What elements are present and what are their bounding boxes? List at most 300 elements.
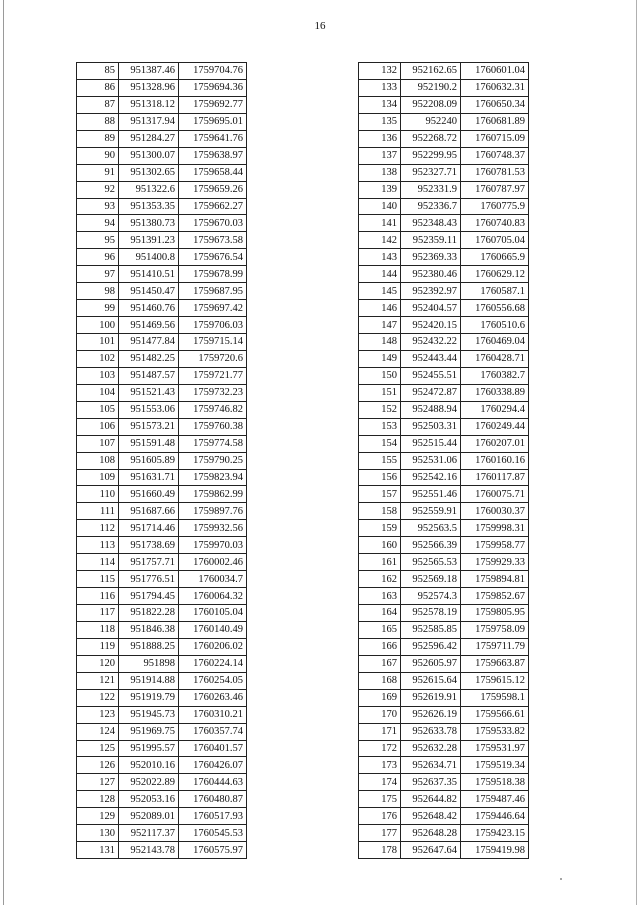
table-row (77, 181, 247, 198)
x-coordinate-cell: 952648.28 (401, 825, 461, 842)
point-number-cell: 131 (77, 842, 119, 859)
table-row (359, 435, 529, 452)
y-coordinate-cell: 1759715.14 (179, 334, 247, 351)
table-row (77, 774, 247, 791)
x-coordinate-cell: 951969.75 (119, 723, 179, 740)
y-coordinate-cell: 1760740.83 (461, 215, 529, 232)
x-coordinate-cell: 952010.16 (119, 757, 179, 774)
x-coordinate-cell: 952117.37 (119, 825, 179, 842)
point-number-cell: 165 (359, 621, 401, 638)
x-coordinate-cell: 951469.56 (119, 317, 179, 334)
table-row (77, 435, 247, 452)
y-coordinate-cell: 1759676.54 (179, 249, 247, 266)
point-number-cell: 177 (359, 825, 401, 842)
x-coordinate-cell: 951318.12 (119, 96, 179, 113)
y-coordinate-cell: 1759641.76 (179, 130, 247, 147)
point-number-cell: 105 (77, 401, 119, 418)
table-row (359, 503, 529, 520)
x-coordinate-cell: 952585.85 (401, 621, 461, 638)
x-coordinate-cell: 951573.21 (119, 418, 179, 435)
y-coordinate-cell: 1759519.34 (461, 757, 529, 774)
y-coordinate-cell: 1760629.12 (461, 266, 529, 283)
table-row (77, 130, 247, 147)
table-row (77, 486, 247, 503)
point-number-cell: 86 (77, 79, 119, 96)
table-row (77, 96, 247, 113)
point-number-cell: 160 (359, 537, 401, 554)
point-number-cell: 128 (77, 791, 119, 808)
y-coordinate-cell: 1760294.4 (461, 401, 529, 418)
point-number-cell: 148 (359, 334, 401, 351)
table-row (77, 317, 247, 334)
table-row (359, 554, 529, 571)
point-number-cell: 122 (77, 689, 119, 706)
x-coordinate-cell: 952208.09 (401, 96, 461, 113)
point-number-cell: 150 (359, 367, 401, 384)
table-row (359, 367, 529, 384)
point-number-cell: 102 (77, 350, 119, 367)
table-row (77, 808, 247, 825)
x-coordinate-cell: 951302.65 (119, 164, 179, 181)
table-row (77, 418, 247, 435)
y-coordinate-cell: 1760310.21 (179, 706, 247, 723)
table-row (77, 79, 247, 96)
point-number-cell: 158 (359, 503, 401, 520)
y-coordinate-cell: 1759932.56 (179, 520, 247, 537)
x-coordinate-cell: 952647.64 (401, 842, 461, 859)
point-number-cell: 140 (359, 198, 401, 215)
table-row (77, 571, 247, 588)
x-coordinate-cell: 951300.07 (119, 147, 179, 164)
x-coordinate-cell: 951898 (119, 655, 179, 672)
y-coordinate-cell: 1759518.38 (461, 774, 529, 791)
y-coordinate-cell: 1760357.74 (179, 723, 247, 740)
y-coordinate-cell: 1759823.94 (179, 469, 247, 486)
x-coordinate-cell: 952336.7 (401, 198, 461, 215)
point-number-cell: 156 (359, 469, 401, 486)
x-coordinate-cell: 951995.57 (119, 740, 179, 757)
point-number-cell: 164 (359, 605, 401, 622)
scan-edge-left (3, 0, 4, 905)
table-row (77, 723, 247, 740)
point-number-cell: 145 (359, 283, 401, 300)
point-number-cell: 136 (359, 130, 401, 147)
table-row (77, 740, 247, 757)
point-number-cell: 135 (359, 113, 401, 130)
table-row (359, 486, 529, 503)
table-row (359, 757, 529, 774)
table-row (359, 79, 529, 96)
point-number-cell: 147 (359, 317, 401, 334)
point-number-cell: 91 (77, 164, 119, 181)
point-number-cell: 154 (359, 435, 401, 452)
table-row (77, 266, 247, 283)
table-row (77, 452, 247, 469)
x-coordinate-cell: 952565.53 (401, 554, 461, 571)
x-coordinate-cell: 952559.91 (401, 503, 461, 520)
y-coordinate-cell: 1760207.01 (461, 435, 529, 452)
coordinates-table-left (76, 62, 247, 859)
point-number-cell: 109 (77, 469, 119, 486)
y-coordinate-cell: 1760681.89 (461, 113, 529, 130)
point-number-cell: 126 (77, 757, 119, 774)
x-coordinate-cell: 952503.31 (401, 418, 461, 435)
table-row (359, 537, 529, 554)
table-row (77, 638, 247, 655)
y-coordinate-cell: 1759670.03 (179, 215, 247, 232)
table-row (359, 266, 529, 283)
y-coordinate-cell: 1759746.82 (179, 401, 247, 418)
y-coordinate-cell: 1759894.81 (461, 571, 529, 588)
point-number-cell: 123 (77, 706, 119, 723)
table-row (359, 621, 529, 638)
table-row (77, 350, 247, 367)
point-number-cell: 114 (77, 554, 119, 571)
point-number-cell: 142 (359, 232, 401, 249)
point-number-cell: 87 (77, 96, 119, 113)
y-coordinate-cell: 1760510.6 (461, 317, 529, 334)
point-number-cell: 119 (77, 638, 119, 655)
point-number-cell: 118 (77, 621, 119, 638)
x-coordinate-cell: 952404.57 (401, 300, 461, 317)
point-number-cell: 173 (359, 757, 401, 774)
y-coordinate-cell: 1759615.12 (461, 672, 529, 689)
point-number-cell: 134 (359, 96, 401, 113)
y-coordinate-cell: 1759487.46 (461, 791, 529, 808)
x-coordinate-cell: 951317.94 (119, 113, 179, 130)
table-row (77, 113, 247, 130)
y-coordinate-cell: 1760665.9 (461, 249, 529, 266)
point-number-cell: 88 (77, 113, 119, 130)
x-coordinate-cell: 952359.11 (401, 232, 461, 249)
table-row (359, 249, 529, 266)
table-row (359, 842, 529, 859)
y-coordinate-cell: 1759692.77 (179, 96, 247, 113)
table-row (77, 249, 247, 266)
x-coordinate-cell: 952022.89 (119, 774, 179, 791)
x-coordinate-cell: 952569.18 (401, 571, 461, 588)
x-coordinate-cell: 951687.66 (119, 503, 179, 520)
x-coordinate-cell: 952619.91 (401, 689, 461, 706)
x-coordinate-cell: 951477.84 (119, 334, 179, 351)
x-coordinate-cell: 951757.71 (119, 554, 179, 571)
y-coordinate-cell: 1760575.97 (179, 842, 247, 859)
x-coordinate-cell: 952380.46 (401, 266, 461, 283)
point-number-cell: 139 (359, 181, 401, 198)
y-coordinate-cell: 1760034.7 (179, 571, 247, 588)
table-row (77, 554, 247, 571)
point-number-cell: 151 (359, 384, 401, 401)
point-number-cell: 167 (359, 655, 401, 672)
y-coordinate-cell: 1760249.44 (461, 418, 529, 435)
x-coordinate-cell: 951353.35 (119, 198, 179, 215)
x-coordinate-cell: 952615.64 (401, 672, 461, 689)
point-number-cell: 112 (77, 520, 119, 537)
point-number-cell: 106 (77, 418, 119, 435)
x-coordinate-cell: 951450.47 (119, 283, 179, 300)
x-coordinate-cell: 951776.51 (119, 571, 179, 588)
x-coordinate-cell: 952488.94 (401, 401, 461, 418)
point-number-cell: 99 (77, 300, 119, 317)
y-coordinate-cell: 1759687.95 (179, 283, 247, 300)
y-coordinate-cell: 1760206.02 (179, 638, 247, 655)
y-coordinate-cell: 1760105.04 (179, 605, 247, 622)
x-coordinate-cell: 951714.46 (119, 520, 179, 537)
table-row (77, 215, 247, 232)
table-row (77, 672, 247, 689)
y-coordinate-cell: 1759694.36 (179, 79, 247, 96)
table-row (359, 418, 529, 435)
y-coordinate-cell: 1760469.04 (461, 334, 529, 351)
point-number-cell: 170 (359, 706, 401, 723)
y-coordinate-cell: 1760030.37 (461, 503, 529, 520)
x-coordinate-cell: 952542.16 (401, 469, 461, 486)
table-row (359, 63, 529, 80)
table-row (359, 452, 529, 469)
table-row (77, 605, 247, 622)
point-number-cell: 141 (359, 215, 401, 232)
table-row (77, 367, 247, 384)
point-number-cell: 132 (359, 63, 401, 80)
table-row (77, 283, 247, 300)
y-coordinate-cell: 1760428.71 (461, 350, 529, 367)
y-coordinate-cell: 1760382.7 (461, 367, 529, 384)
x-coordinate-cell: 951380.73 (119, 215, 179, 232)
point-number-cell: 104 (77, 384, 119, 401)
x-coordinate-cell: 952143.78 (119, 842, 179, 859)
y-coordinate-cell: 1760517.93 (179, 808, 247, 825)
table-row (359, 706, 529, 723)
x-coordinate-cell: 952190.2 (401, 79, 461, 96)
table-row (77, 706, 247, 723)
y-coordinate-cell: 1759673.58 (179, 232, 247, 249)
x-coordinate-cell: 952240 (401, 113, 461, 130)
x-coordinate-cell: 951660.49 (119, 486, 179, 503)
x-coordinate-cell: 952420.15 (401, 317, 461, 334)
scan-speck (560, 878, 562, 880)
y-coordinate-cell: 1760781.53 (461, 164, 529, 181)
point-number-cell: 116 (77, 588, 119, 605)
x-coordinate-cell: 951631.71 (119, 469, 179, 486)
point-number-cell: 89 (77, 130, 119, 147)
y-coordinate-cell: 1760338.89 (461, 384, 529, 401)
point-number-cell: 137 (359, 147, 401, 164)
point-number-cell: 152 (359, 401, 401, 418)
point-number-cell: 162 (359, 571, 401, 588)
y-coordinate-cell: 1759566.61 (461, 706, 529, 723)
x-coordinate-cell: 952432.22 (401, 334, 461, 351)
point-number-cell: 178 (359, 842, 401, 859)
y-coordinate-cell: 1759662.27 (179, 198, 247, 215)
table-row (77, 300, 247, 317)
x-coordinate-cell: 951919.79 (119, 689, 179, 706)
x-coordinate-cell: 951605.89 (119, 452, 179, 469)
y-coordinate-cell: 1759720.6 (179, 350, 247, 367)
table-row (77, 164, 247, 181)
x-coordinate-cell: 952089.01 (119, 808, 179, 825)
point-number-cell: 157 (359, 486, 401, 503)
point-number-cell: 159 (359, 520, 401, 537)
x-coordinate-cell: 951284.27 (119, 130, 179, 147)
point-number-cell: 144 (359, 266, 401, 283)
x-coordinate-cell: 952515.44 (401, 435, 461, 452)
point-number-cell: 117 (77, 605, 119, 622)
point-number-cell: 98 (77, 283, 119, 300)
table-row (359, 605, 529, 622)
x-coordinate-cell: 952331.9 (401, 181, 461, 198)
x-coordinate-cell: 952634.71 (401, 757, 461, 774)
y-coordinate-cell: 1760254.05 (179, 672, 247, 689)
y-coordinate-cell: 1759862.99 (179, 486, 247, 503)
table-row (359, 283, 529, 300)
x-coordinate-cell: 951410.51 (119, 266, 179, 283)
table-row (77, 63, 247, 80)
y-coordinate-cell: 1759929.33 (461, 554, 529, 571)
y-coordinate-cell: 1760140.49 (179, 621, 247, 638)
x-coordinate-cell: 952162.65 (401, 63, 461, 80)
y-coordinate-cell: 1759419.98 (461, 842, 529, 859)
y-coordinate-cell: 1759998.31 (461, 520, 529, 537)
y-coordinate-cell: 1760480.87 (179, 791, 247, 808)
point-number-cell: 163 (359, 588, 401, 605)
point-number-cell: 120 (77, 655, 119, 672)
y-coordinate-cell: 1760556.68 (461, 300, 529, 317)
point-number-cell: 166 (359, 638, 401, 655)
y-coordinate-cell: 1760705.04 (461, 232, 529, 249)
table-row (77, 384, 247, 401)
x-coordinate-cell: 951328.96 (119, 79, 179, 96)
table-row (77, 232, 247, 249)
y-coordinate-cell: 1759638.97 (179, 147, 247, 164)
table-row (77, 520, 247, 537)
x-coordinate-cell: 952392.97 (401, 283, 461, 300)
y-coordinate-cell: 1759533.82 (461, 723, 529, 740)
y-coordinate-cell: 1759695.01 (179, 113, 247, 130)
table-row (359, 808, 529, 825)
x-coordinate-cell: 952299.95 (401, 147, 461, 164)
coordinates-table-right (358, 62, 529, 859)
table-row (359, 96, 529, 113)
point-number-cell: 143 (359, 249, 401, 266)
table-row (77, 401, 247, 418)
y-coordinate-cell: 1759423.15 (461, 825, 529, 842)
point-number-cell: 172 (359, 740, 401, 757)
table-row (359, 825, 529, 842)
table-row (359, 791, 529, 808)
y-coordinate-cell: 1759760.38 (179, 418, 247, 435)
y-coordinate-cell: 1760444.63 (179, 774, 247, 791)
x-coordinate-cell: 952053.16 (119, 791, 179, 808)
table-row (359, 740, 529, 757)
table-row (359, 232, 529, 249)
table-row (359, 588, 529, 605)
x-coordinate-cell: 952472.87 (401, 384, 461, 401)
point-number-cell: 161 (359, 554, 401, 571)
y-coordinate-cell: 1760117.87 (461, 469, 529, 486)
point-number-cell: 96 (77, 249, 119, 266)
point-number-cell: 129 (77, 808, 119, 825)
y-coordinate-cell: 1759658.44 (179, 164, 247, 181)
table-row (77, 655, 247, 672)
point-number-cell: 124 (77, 723, 119, 740)
y-coordinate-cell: 1759598.1 (461, 689, 529, 706)
y-coordinate-cell: 1759790.25 (179, 452, 247, 469)
x-coordinate-cell: 952566.39 (401, 537, 461, 554)
x-coordinate-cell: 952637.35 (401, 774, 461, 791)
table-row (359, 723, 529, 740)
y-coordinate-cell: 1760002.46 (179, 554, 247, 571)
y-coordinate-cell: 1760587.1 (461, 283, 529, 300)
table-row (77, 334, 247, 351)
table-row (77, 588, 247, 605)
x-coordinate-cell: 951487.57 (119, 367, 179, 384)
y-coordinate-cell: 1759663.87 (461, 655, 529, 672)
point-number-cell: 146 (359, 300, 401, 317)
y-coordinate-cell: 1760787.97 (461, 181, 529, 198)
point-number-cell: 95 (77, 232, 119, 249)
table-row (359, 317, 529, 334)
table-row (359, 774, 529, 791)
x-coordinate-cell: 951822.28 (119, 605, 179, 622)
point-number-cell: 175 (359, 791, 401, 808)
x-coordinate-cell: 951322.6 (119, 181, 179, 198)
point-number-cell: 133 (359, 79, 401, 96)
point-number-cell: 103 (77, 367, 119, 384)
y-coordinate-cell: 1759704.76 (179, 63, 247, 80)
y-coordinate-cell: 1760224.14 (179, 655, 247, 672)
table-row (359, 198, 529, 215)
y-coordinate-cell: 1760748.37 (461, 147, 529, 164)
point-number-cell: 138 (359, 164, 401, 181)
table-row (359, 130, 529, 147)
table-row (77, 757, 247, 774)
table-row (77, 198, 247, 215)
point-number-cell: 111 (77, 503, 119, 520)
x-coordinate-cell: 952563.5 (401, 520, 461, 537)
table-row (359, 571, 529, 588)
x-coordinate-cell: 951400.8 (119, 249, 179, 266)
y-coordinate-cell: 1760632.31 (461, 79, 529, 96)
table-row (359, 469, 529, 486)
y-coordinate-cell: 1759732.23 (179, 384, 247, 401)
x-coordinate-cell: 952268.72 (401, 130, 461, 147)
x-coordinate-cell: 952596.42 (401, 638, 461, 655)
table-row (359, 181, 529, 198)
x-coordinate-cell: 952626.19 (401, 706, 461, 723)
table-row (359, 147, 529, 164)
point-number-cell: 168 (359, 672, 401, 689)
x-coordinate-cell: 951460.76 (119, 300, 179, 317)
point-number-cell: 110 (77, 486, 119, 503)
y-coordinate-cell: 1760401.57 (179, 740, 247, 757)
point-number-cell: 108 (77, 452, 119, 469)
table-row (359, 655, 529, 672)
x-coordinate-cell: 951482.25 (119, 350, 179, 367)
y-coordinate-cell: 1760775.9 (461, 198, 529, 215)
y-coordinate-cell: 1759758.09 (461, 621, 529, 638)
table-row (77, 842, 247, 859)
y-coordinate-cell: 1760160.16 (461, 452, 529, 469)
table-row (359, 689, 529, 706)
x-coordinate-cell: 952574.3 (401, 588, 461, 605)
x-coordinate-cell: 952443.44 (401, 350, 461, 367)
point-number-cell: 90 (77, 147, 119, 164)
y-coordinate-cell: 1759697.42 (179, 300, 247, 317)
y-coordinate-cell: 1759774.58 (179, 435, 247, 452)
scan-edge-right (636, 0, 637, 905)
point-number-cell: 155 (359, 452, 401, 469)
table-row (359, 300, 529, 317)
